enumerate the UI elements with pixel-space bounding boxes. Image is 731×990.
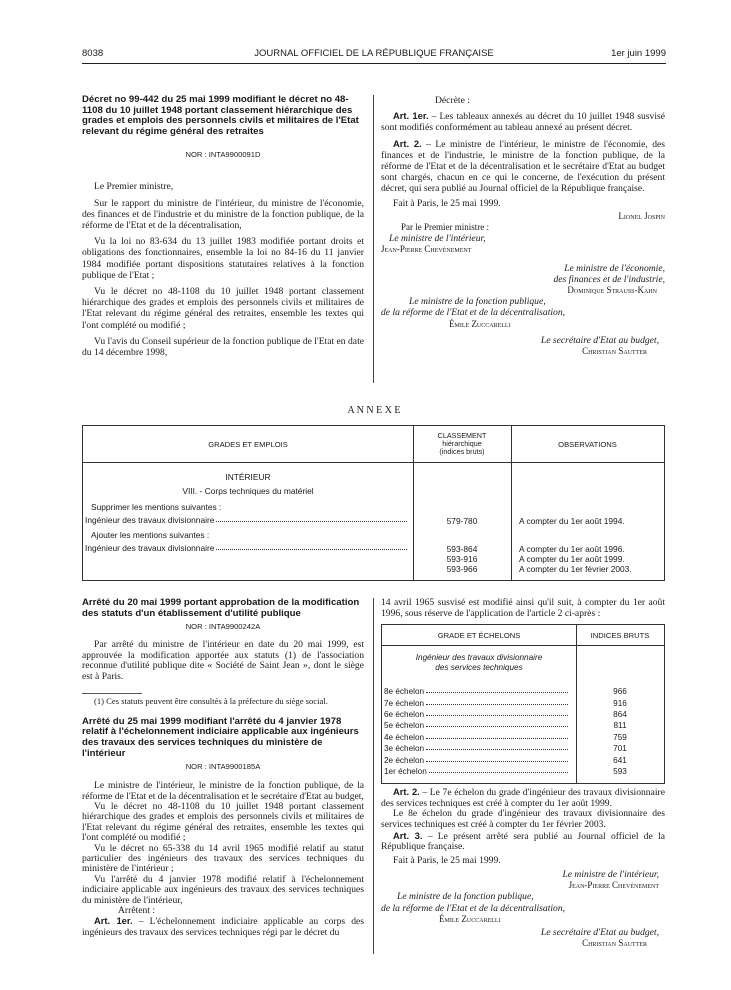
lower-right-column (381, 598, 665, 949)
echelon-value: 759 (613, 732, 627, 742)
decret-title: Décret no 99-442 du 25 mai 1999 modifiant le décret no 48-1108 du 10 juillet 1948 portant classement hiérarchique des grades et emplois des personnels civils et militaires de l'Etat relevant du régime général des retraites (82, 94, 359, 137)
echelon-value: 966 (613, 687, 627, 697)
echelon-label (384, 710, 570, 719)
echelon-label-text: 2e échelon (384, 755, 425, 765)
arrete2-article-3 (381, 831, 665, 853)
echelon-row (384, 733, 664, 744)
echelon-value: 916 (613, 698, 627, 708)
col-class-line-2: hiérarchique (442, 439, 482, 448)
sig4-role: Le secrétaire d'Etat au budget, (540, 334, 659, 346)
echelon-label (384, 687, 570, 696)
decret-nor: NOR : INTA9900091D (185, 150, 261, 160)
annexe-section: INTÉRIEUR (225, 472, 271, 482)
arrete2-art2-text: – Le 7e échelon du grade d'ingénieur des travaux divisionnaire des services techniques est créé à compter du 1er août 1999. (381, 787, 665, 809)
annexe-row2-label: Ingénieur des travaux divisionnaire (85, 543, 215, 553)
decret-vu-1: Sur le rapport du ministre de l'intérieur, du ministre de l'économie, des finances et de l'industrie et du ministre de la fonction publique, de la réforme de l'Etat et de la décentralisation, (82, 197, 364, 231)
arrete2-article-1 (82, 916, 364, 938)
echelon-label (384, 744, 570, 753)
sig3-role-2: de la réforme de l'Etat et de la décentralisation, (381, 307, 566, 319)
echelon-value: 701 (613, 744, 627, 754)
annexe-row2-obs-2: A compter du 1er août 1999. (519, 554, 625, 564)
col-grades-header: GRADES ET EMPLOIS (208, 440, 288, 449)
arrete2-nor: NOR : INTA9900185A (185, 762, 261, 772)
arrete1-footnote: (1) Ces statuts peuvent être consultés à la préfecture du siège social. (94, 695, 328, 706)
echelon-label (384, 756, 570, 765)
annexe-subsection (83, 486, 413, 496)
arrete2-sig3-role: Le secrétaire d'Etat au budget, (540, 926, 659, 938)
annexe-row2-value-2: 593-916 (446, 554, 478, 564)
echelon-rows (384, 687, 664, 778)
decret-decrete: Décrète : (435, 95, 470, 106)
echelon-label-text: 7e échelon (384, 698, 425, 708)
echelon-label-text: 3e échelon (384, 744, 425, 754)
arrete1-footnote-rule (82, 693, 142, 694)
arrete1-nor: NOR : INTA9900242A (185, 622, 261, 632)
annexe-title: A N N E X E (347, 405, 401, 416)
echelon-value: 864 (613, 709, 627, 719)
echelon-row (384, 721, 664, 732)
annexe-row1 (85, 515, 409, 525)
col-class-line-3: (indices bruts) (439, 447, 485, 456)
echelon-grade-line-2: des services techniques (435, 663, 523, 673)
decret-left-column (82, 95, 364, 358)
annexe-subsection-text: VIII. - Corps techniques du matériel (182, 486, 314, 496)
arrete2-sig2-role-2: de la réforme de l'Etat et de la décentralisation, (381, 902, 566, 914)
echelon-value: 641 (613, 755, 627, 765)
journal-title: JOURNAL OFFICIEL DE LA RÉPUBLIQUE FRANÇAISE (254, 48, 494, 59)
echelon-row (384, 699, 664, 710)
annexe-row2-obs (519, 544, 632, 574)
decret-art1-text: – Les tableaux annexés au décret du 10 juillet 1948 susvisé sont modifiés conformément au tableau annexé au présent décret. (381, 111, 665, 134)
arrete2-art1-text: – L'échelonnement indiciaire applicable au corps des ingénieurs des travaux des services techniques régi par le décret du (82, 916, 364, 938)
annexe-row2-obs-1: A compter du 1er août 1996. (519, 544, 625, 554)
arrete2-para-2: Vu le décret no 48-1108 du 10 juillet 1948 portant classement hiérarchique des grades et emplois des personnels civils et militaires de l'Etat relevant du régime général des retraites, ensemble les textes qui l'ont complété ou modifié ; (82, 800, 364, 844)
arrete2-title: Arrêté du 25 mai 1999 modifiant l'arrêté du 4 janvier 1978 relatif à l'échelonnement indiciaire applicable aux ingénieurs des travaux des services techniques du ministère de l'intérieur (82, 715, 359, 759)
annexe-row2 (85, 543, 409, 553)
sig4-name: Christian Sautter (582, 346, 647, 357)
signatory-pm: Lionel Jospin (618, 210, 665, 221)
echelon-label (384, 699, 570, 708)
column-divider-bottom (373, 598, 374, 954)
arrete2-para-1: Le ministre de l'intérieur, le ministre de la fonction publique, de la réforme de l'Etat et de la décentralisation et le secrétaire d'Etat au budget, (82, 780, 364, 802)
annexe-row2-value-1: 593-864 (446, 544, 478, 554)
echelon-value: 811 (613, 721, 627, 731)
arrete1-text: Par arrêté du ministre de l'intérieur en date du 20 mai 1999, est approuvée la modification apportée aux statuts (1) de l'association reconnue d'utilité publique dite « Société de Saint Jean », dont le siège est à Paris. (82, 639, 364, 682)
arrete2-art1-continued: 14 avril 1965 susvisé est modifié ainsi qu'il suit, à compter du 1er août 1996, sous réserve de l'application de l'article 2 ci-après : (381, 597, 665, 619)
decret-art2-label: Art. 2. (393, 137, 422, 149)
lower-left-column (82, 598, 364, 938)
echelon-label-text: 6e échelon (384, 709, 425, 719)
annexe-col-divider-2 (511, 426, 512, 580)
sig3-name: Émile Zuccarelli (449, 318, 511, 329)
echelon-row (384, 710, 664, 721)
echelon-label-text: 5e échelon (384, 721, 425, 731)
par-pm: Par le Premier ministre : (401, 222, 489, 233)
decret-vu-2: Vu la loi no 83-634 du 13 juillet 1983 modifiée portant droits et obligations des fonctionnaires, ensemble la loi no 84-16 du 11 janvier 1984 modifiée portant dispositions statutaires relatives à la fonction publique de l'Etat ; (82, 236, 364, 281)
page-header (82, 48, 666, 62)
sig2-role-1: Le ministre de l'économie, (564, 262, 665, 274)
decret-vu-4: Vu l'avis du Conseil supérieur de la fonction publique de l'Etat en date du 14 décembre 1998, (82, 335, 364, 359)
echelon-label-text: 8e échelon (384, 687, 425, 697)
echelon-row (384, 687, 664, 698)
issue-date: 1er juin 1999 (611, 48, 666, 59)
sig3-role-1: Le ministre de la fonction publique, (409, 296, 546, 308)
arrete2-art2-label: Art. 2. (393, 786, 420, 798)
annexe-row2-values (413, 544, 511, 574)
sig2-name: Dominique Strauss-Kahn (567, 285, 657, 296)
decret-art1-label: Art. 1er. (393, 110, 429, 122)
col-class-line-1: CLASSEMENT (437, 431, 487, 440)
annexe-row1-obs: A compter du 1er août 1994. (519, 516, 625, 526)
header-rule (82, 63, 666, 64)
annexe-row2-obs-3: A compter du 1er février 2003. (519, 564, 632, 574)
sig1-role: Le ministre de l'intérieur, (389, 233, 486, 245)
annexe-table (82, 425, 665, 581)
echelon-value: 593 (613, 766, 627, 776)
annexe-supprimer: Supprimer les mentions suivantes : (91, 502, 222, 512)
arrete2-para-4: Vu l'arrêté du 4 janvier 1978 modifié relatif à l'échelonnement indiciaire applicable aux ingénieurs des travaux des services techniques du ministère de l'intérieur, (82, 873, 364, 906)
echelon-label (384, 721, 570, 730)
echelon-table (381, 624, 665, 784)
col-obs-header: OBSERVATIONS (558, 440, 617, 449)
decret-art2-text: – Le ministre de l'intérieur, le ministre de l'économie, des finances et de l'industrie, le ministre de la fonction publique, de la réforme de l'Etat et de la décentralisation et le secrétaire d'Etat au budget sont chargés, chacun en ce qui le concerne, de l'exécution du présent décret, qui sera publié au Journal officiel de la République française. (381, 138, 665, 195)
echelon-label (384, 733, 570, 742)
echelon-label (384, 767, 570, 776)
arrete2-art2-para-2: Le 8e échelon du grade d'ingénieur des travaux divisionnaire des services techniques est créé à compter du 1er février 2003. (381, 808, 665, 830)
decret-right-column (381, 95, 665, 357)
echelon-label-text: 4e échelon (384, 732, 425, 742)
arrete2-art3-label: Art. 3. (393, 829, 423, 841)
echelon-grade (382, 653, 576, 673)
decret-article-1 (381, 110, 665, 133)
echelon-label-text: 1er échelon (384, 766, 427, 776)
annexe-row1-label: Ingénieur des travaux divisionnaire (85, 515, 215, 525)
decret-article-2 (381, 138, 665, 195)
arrete2-art3-text: – Le présent arrêté sera publié au Journal officiel de la République française. (381, 830, 665, 853)
sig2-role-2: des finances et de l'industrie, (553, 273, 665, 285)
arrete1-title: Arrêté du 20 mai 1999 portant approbation de la modification des statuts d'un établissement d'utilité publique (82, 597, 360, 619)
sig1-name: Jean-Pierre Chevènement (381, 244, 472, 255)
annexe-row1-value: 579-780 (446, 516, 478, 526)
echelon-grade-line-1: Ingénieur des travaux divisionnaire (415, 653, 543, 663)
echelon-header-rule (382, 645, 664, 646)
arrete2-para-3: Vu le décret no 65-338 du 14 avril 1965 modifié relatif au statut particulier des ingénieurs des travaux des services techniques du ministère de l'intérieur ; (82, 842, 364, 875)
arrete2-sig1-role: Le ministre de l'intérieur, (562, 868, 659, 880)
column-divider-top (373, 95, 374, 383)
decret-fait: Fait à Paris, le 25 mai 1999. (393, 197, 501, 209)
annexe-ajouter: Ajouter les mentions suivantes : (91, 530, 210, 540)
annexe-header-rule (83, 462, 664, 463)
arrete2-article-2 (381, 787, 665, 809)
arrete2-art1-label: Art. 1er. (94, 915, 133, 927)
arrete2-sig2-role-1: Le ministre de la fonction publique, (397, 891, 534, 903)
echelon-col1-header: GRADE ET ÉCHELONS (437, 631, 521, 641)
col-class-header (413, 432, 511, 456)
arrete2-sig2-name: Émile Zuccarelli (439, 913, 501, 924)
arrete2-fait: Fait à Paris, le 25 mai 1999. (393, 854, 501, 866)
echelon-row (384, 767, 664, 778)
echelon-row (384, 744, 664, 755)
decret-intro: Le Premier ministre, (94, 181, 174, 193)
echelon-row (384, 756, 664, 767)
echelon-col2-header: INDICES BRUTS (590, 631, 650, 641)
decret-vu-3: Vu le décret no 48-1108 du 10 juillet 1948 portant classement hiérarchique des grades et emplois des personnels civils et militaires de l'Etat relevant du régime général des retraites, ensemble les textes qui l'ont complété ou modifié ; (82, 286, 364, 331)
page-number: 8038 (82, 48, 104, 59)
arrete2-arretent: Arrêtent : (118, 905, 156, 917)
arrete2-sig3-name: Christian Sautter (582, 938, 647, 949)
arrete2-sig1-name: Jean-Pierre Chevènement (568, 880, 659, 891)
annexe-row2-value-3: 593-966 (446, 564, 478, 574)
